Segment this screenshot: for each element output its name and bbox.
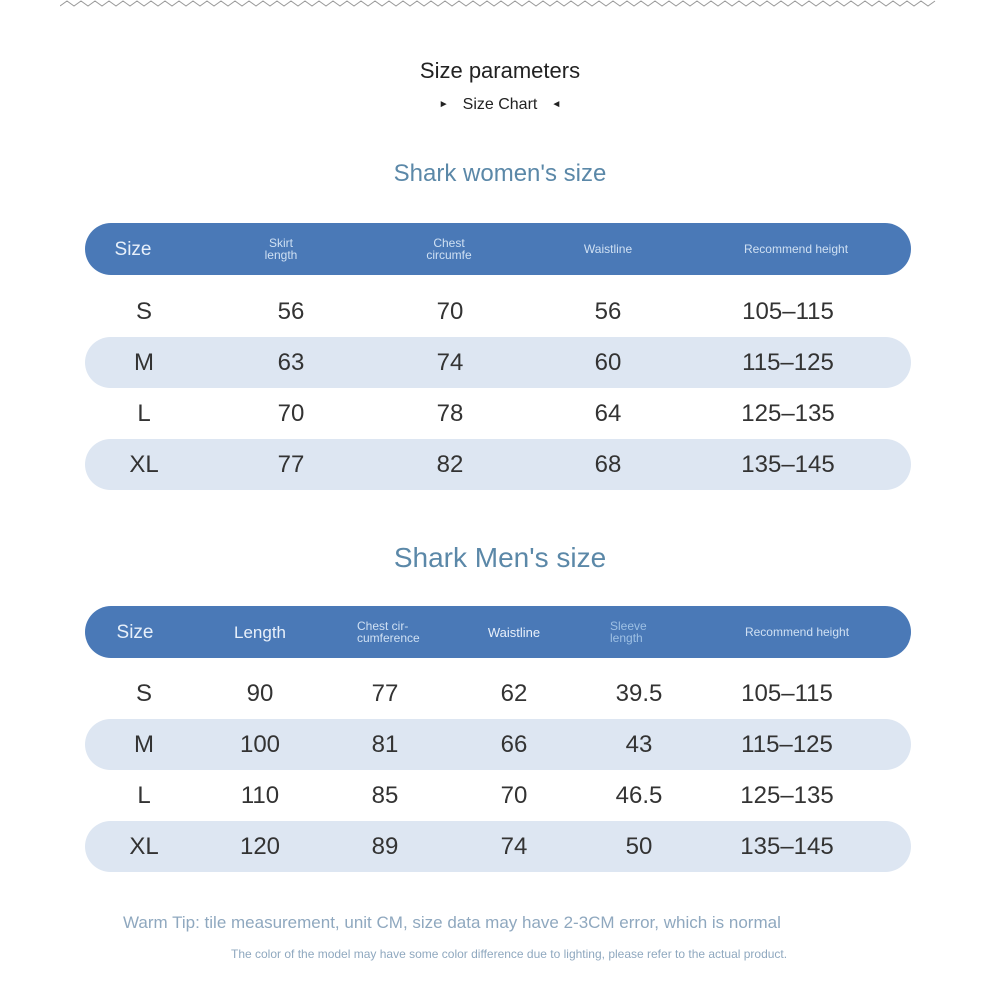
- men-size-table: [85, 606, 911, 872]
- value-cell: 105–115: [742, 297, 834, 325]
- value-cell: 82: [436, 450, 464, 478]
- value-cell: 110: [240, 781, 280, 809]
- value-cell: 66: [500, 730, 528, 758]
- value-cell: 60: [594, 348, 622, 376]
- women-col-recommend-height: Recommend height: [743, 242, 849, 256]
- men-col-recommend-height: Recommend height: [744, 625, 850, 639]
- table-row: [85, 286, 911, 337]
- size-cell: S: [135, 297, 153, 325]
- value-cell: 39.5: [615, 679, 663, 707]
- value-cell: 78: [436, 399, 464, 427]
- value-cell: 90: [246, 679, 274, 707]
- value-cell: 77: [371, 679, 399, 707]
- women-col-waistline: Waistline: [583, 242, 633, 256]
- size-cell: M: [134, 730, 154, 758]
- table-row: [85, 821, 911, 872]
- value-cell: 115–125: [742, 348, 834, 376]
- women-col-skirt-length: Skirt length: [264, 236, 298, 262]
- men-col-sleeve-length: Sleeve length: [610, 619, 647, 645]
- men-section-title: Shark Men's size: [393, 542, 607, 573]
- size-cell: L: [137, 399, 151, 427]
- page-subtitle: [0, 96, 1000, 114]
- value-cell: 56: [594, 297, 622, 325]
- value-cell: 56: [277, 297, 305, 325]
- arrow-left-icon: ◄: [551, 99, 562, 111]
- value-cell: 125–135: [740, 781, 834, 809]
- women-col-size: Size: [114, 238, 152, 260]
- value-cell: 50: [625, 832, 653, 860]
- value-cell: 70: [500, 781, 528, 809]
- women-size-table: [85, 223, 911, 490]
- zigzag-border: [60, 0, 940, 10]
- value-cell: 115–125: [741, 730, 833, 758]
- table-row: [85, 388, 911, 439]
- value-cell: 125–135: [741, 399, 835, 427]
- value-cell: 120: [239, 832, 281, 860]
- value-cell: 46.5: [615, 781, 663, 809]
- women-col-chest: Chest circumfe: [426, 236, 472, 262]
- table-row: [85, 439, 911, 490]
- subtitle-text: Size Chart: [462, 96, 538, 113]
- page-title: Size parameters: [419, 58, 581, 83]
- men-col-chest: Chest cir-cumference: [357, 619, 420, 645]
- value-cell: 81: [371, 730, 399, 758]
- value-cell: 89: [371, 832, 399, 860]
- value-cell: 74: [500, 832, 528, 860]
- value-cell: 63: [277, 348, 305, 376]
- size-cell: XL: [129, 450, 159, 478]
- size-cell: L: [137, 781, 151, 809]
- table-row: [85, 719, 911, 770]
- value-cell: 70: [277, 399, 305, 427]
- table-row: [85, 668, 911, 719]
- men-col-size: Size: [116, 621, 154, 643]
- value-cell: 62: [500, 679, 528, 707]
- men-table-header: [85, 606, 911, 658]
- value-cell: 105–115: [741, 679, 833, 707]
- value-cell: 77: [277, 450, 305, 478]
- warm-tip: Warm Tip: tile measurement, unit CM, size data may have 2-3CM error, which is normal: [123, 913, 781, 932]
- men-col-waistline: Waistline: [487, 624, 541, 640]
- value-cell: 64: [594, 399, 622, 427]
- women-section-title: Shark women's size: [393, 160, 607, 187]
- table-row: [85, 337, 911, 388]
- arrow-right-icon: ►: [438, 99, 449, 111]
- value-cell: 135–145: [740, 832, 834, 860]
- men-col-length: Length: [234, 622, 286, 642]
- size-cell: XL: [129, 832, 159, 860]
- value-cell: 135–145: [741, 450, 835, 478]
- size-cell: S: [135, 679, 153, 707]
- size-cell: M: [134, 348, 154, 376]
- value-cell: 70: [436, 297, 464, 325]
- table-row: [85, 770, 911, 821]
- value-cell: 85: [371, 781, 399, 809]
- value-cell: 68: [594, 450, 622, 478]
- value-cell: 100: [239, 730, 281, 758]
- women-table-header: [85, 223, 911, 275]
- value-cell: 43: [625, 730, 653, 758]
- color-note: The color of the model may have some color difference due to lighting, please refer to the actual product.: [231, 947, 788, 961]
- value-cell: 74: [436, 348, 464, 376]
